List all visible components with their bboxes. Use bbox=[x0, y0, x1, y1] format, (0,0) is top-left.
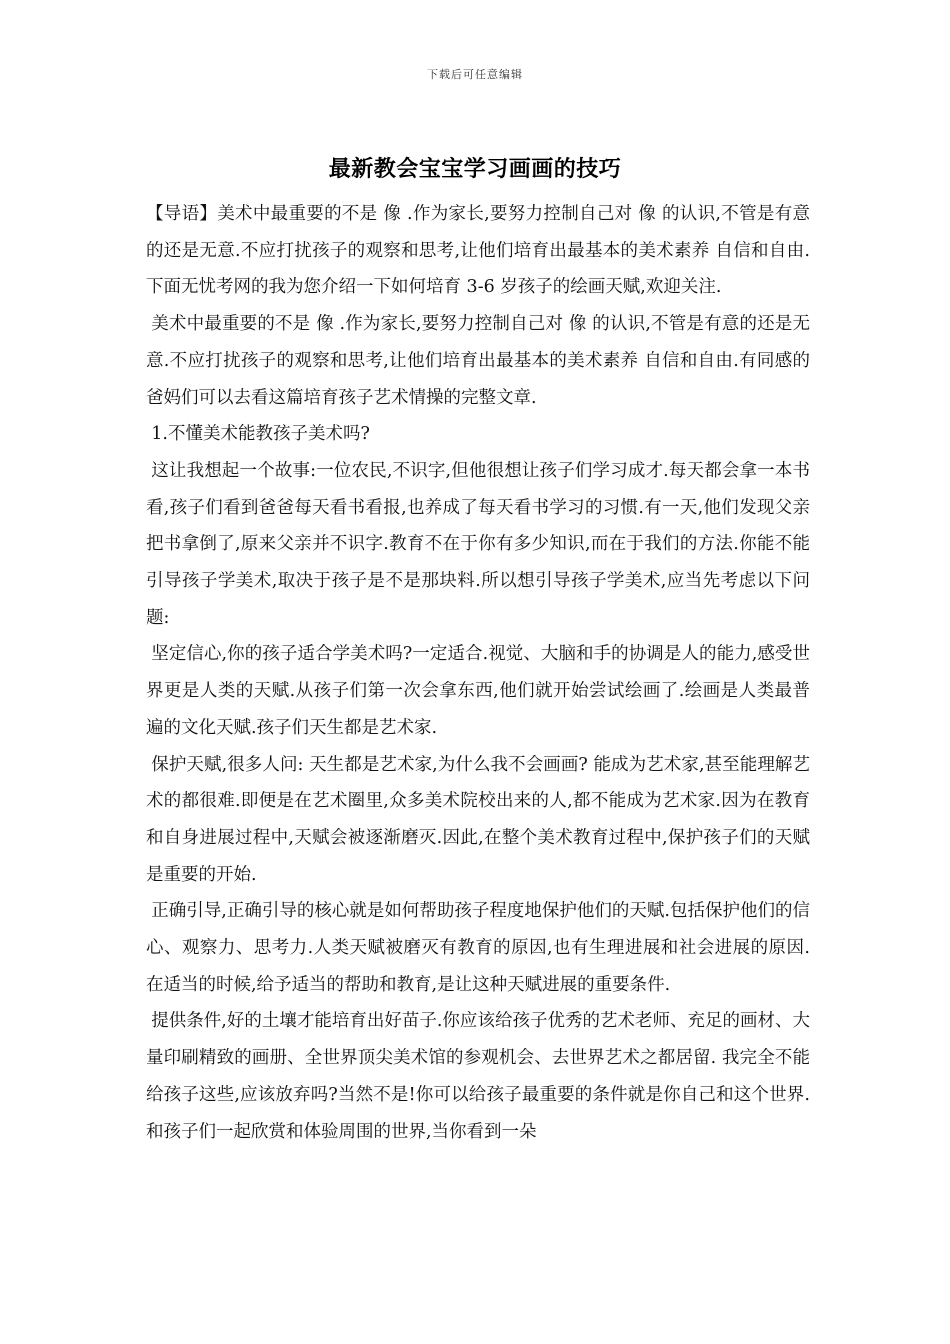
body-paragraph: 正确引导,正确引导的核心就是如何帮助孩子程度地保护他们的天赋.包括保护他们的信心、观察力、思考力.人类天赋被磨灭有教育的原因,也有生理进展和社会进展的原因.在适当的时候,给予适当的帮助和教育,是让这种天赋进展的重要条件. bbox=[146, 901, 810, 995]
body-paragraph: 美术中最重要的不是 像 .作为家长,要努力控制自己对 像 的认识,不管是有意的还是无意.不应打扰孩子的观察和思考,让他们培育出最基本的美术素养 自信和自由.有同感的爸妈们可以去看这篇培育孩子艺术情操的完整文章. bbox=[146, 314, 810, 408]
body-paragraph: 这让我想起一个故事:一位农民,不识字,但他很想让孩子们学习成才.每天都会拿一本书看,孩子们看到爸爸每天看书看报,也养成了每天看书学习的习惯.有一天,他们发现父亲把书拿倒了,原来父亲并不识字.教育不在于你有多少知识,而在于我们的方法.你能不能引导孩子学美术,取决于孩子是不是那块料.所以想引导孩子学美术,应当先考虑以下问题: bbox=[146, 460, 810, 628]
intro-paragraph: 【导语】美术中最重要的不是 像 .作为家长,要努力控制自己对 像 的认识,不管是有意的还是无意.不应打扰孩子的观察和思考,让他们培育出最基本的美术素养 自信和自由.下面无忧考网的我为您介绍一下如何培育 3-6 岁孩子的绘画天赋,欢迎关注. bbox=[146, 204, 810, 298]
body-paragraph: 保护天赋,很多人问: 天生都是艺术家,为什么我不会画画? 能成为艺术家,甚至能理解艺术的都很难.即便是在艺术圈里,众多美术院校出来的人,都不能成为艺术家.因为在教育和自身进展过程中,天赋会被逐渐磨灭.因此,在整个美术教育过程中,保护孩子们的天赋是重要的开始. bbox=[146, 754, 810, 885]
body-paragraph: 提供条件,好的土壤才能培育出好苗子.你应该给孩子优秀的艺术老师、充足的画材、大量印刷精致的画册、全世界顶尖美术馆的参观机会、去世界艺术之都居留. 我完全不能给孩子这些,应该放弃吗?当然不是!你可以给孩子最重要的条件就是你自己和这个世界.和孩子们一起欣赏和体验周围的世界,当你看到一朵 bbox=[146, 1011, 810, 1142]
document-body bbox=[146, 196, 810, 1150]
document-title: 最新教会宝宝学习画画的技巧 bbox=[328, 157, 622, 182]
page-header-note: 下载后可任意编辑 bbox=[427, 68, 523, 81]
section-heading: 1.不懂美术能教孩子美术吗? bbox=[151, 424, 370, 445]
body-paragraph: 坚定信心,你的孩子适合学美术吗?一定适合.视觉、大脑和手的协调是人的能力,感受世界更是人类的天赋.从孩子们第一次会拿东西,他们就开始尝试绘画了.绘画是人类最普遍的文化天赋.孩子们天生都是艺术家. bbox=[146, 644, 810, 738]
